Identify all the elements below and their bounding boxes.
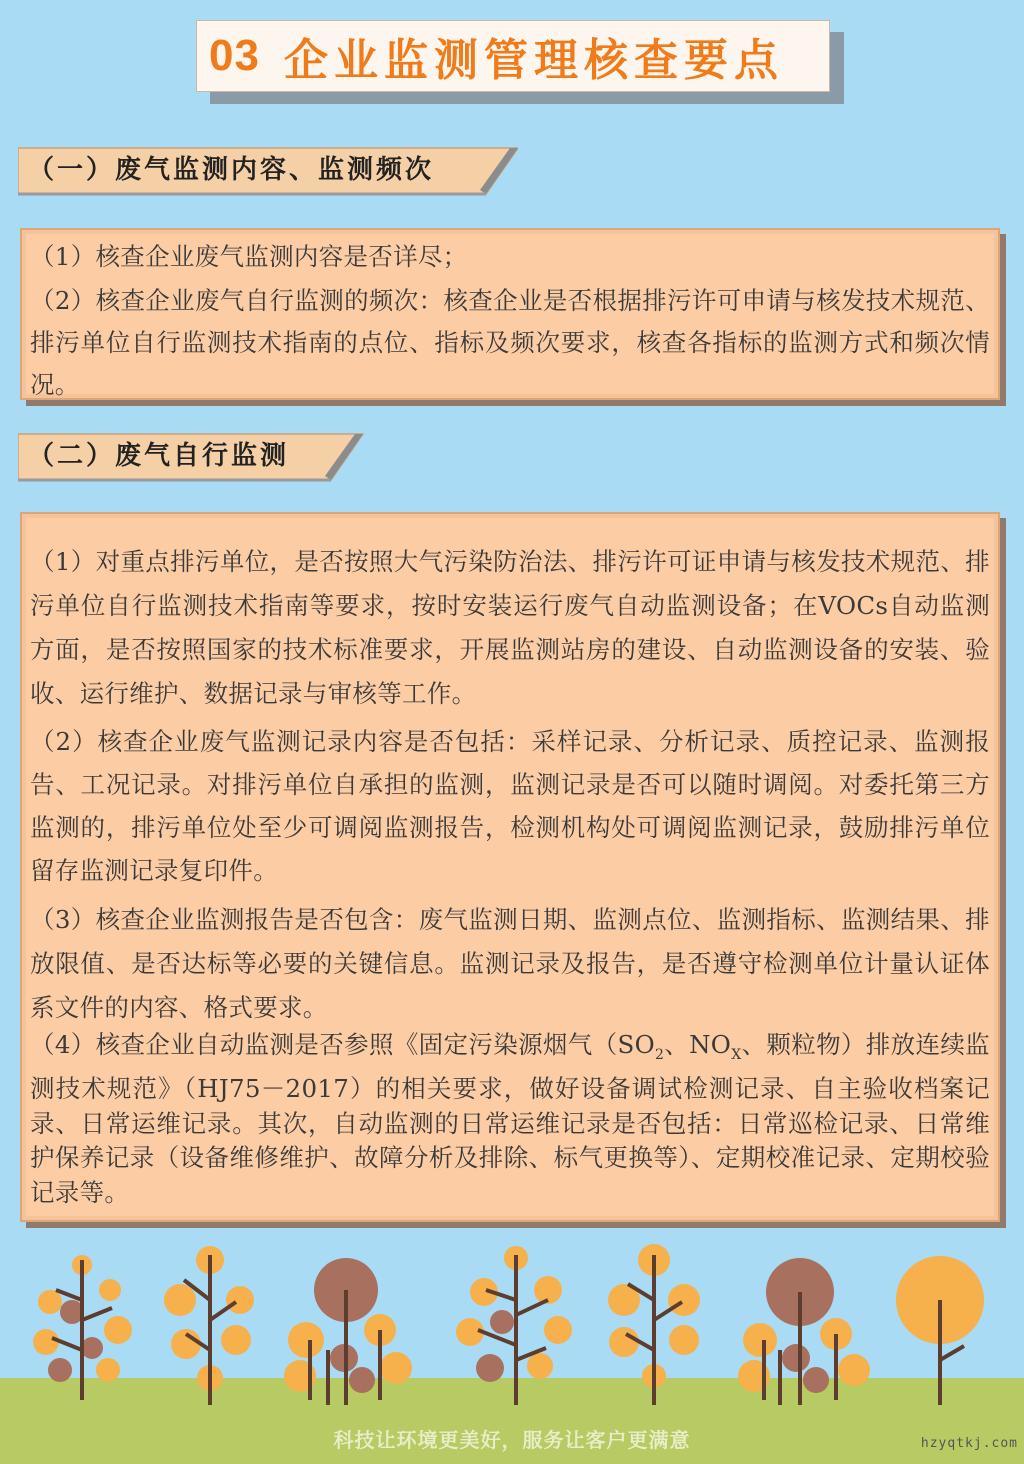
tree-2 — [164, 1246, 254, 1405]
section1-heading-label: （一）废气监测内容、监测频次 — [28, 155, 435, 185]
tree-6 — [738, 1258, 870, 1405]
section2-paragraph-1: （1）对重点排污单位，是否按照大气污染防治法、排污许可证申请与核发技术规范、排污单位自行监测技术指南等要求，按时安装运行废气自动监测设备；在VOCs自动监测方面，是否按照国家的技术标准要求，开展监测站房的建设、自动监测设备的安装、验收、运行维护、数据记录与审核等工作。 — [30, 547, 990, 708]
section1-paragraph-2: （2）核查企业废气自行监测的频次：核查企业是否根据排污许可申请与核发技术规范、排污单位自行监测技术指南的点位、指标及频次要求，核查各指标的监测方式和频次情况。 — [30, 286, 990, 399]
tree-illustration — [0, 1230, 1024, 1410]
section2-heading — [18, 432, 368, 480]
title-text: 企业监测管理核查要点 — [283, 35, 784, 86]
p4-text-mid: 、NO — [664, 1030, 732, 1059]
title-number: 03 — [209, 31, 260, 80]
section2-panel — [20, 512, 1000, 1222]
tree-4 — [456, 1246, 572, 1405]
p4-subscript-nox: X — [731, 1046, 742, 1063]
section2-paragraph-4 — [30, 1028, 990, 1210]
tree-7 — [896, 1256, 984, 1405]
footer-site: hzyqtkj.com — [920, 1436, 1018, 1451]
p4-text-start: （4）核查企业自动监测是否参照《固定污染源烟气（SO — [30, 1030, 655, 1059]
tree-1 — [33, 1255, 132, 1400]
tree-3 — [284, 1258, 412, 1405]
tree-5 — [608, 1244, 700, 1405]
footer-slogan: 科技让环境更美好，服务让客户更满意 — [333, 1428, 691, 1452]
section1-panel — [20, 228, 1000, 400]
page-title — [196, 20, 830, 92]
section2-paragraph-2: （2）核查企业废气监测记录内容是否包括：采样记录、分析记录、质控记录、监测报告、工况记录。对排污单位自承担的监测，监测记录是否可以随时调阅。对委托第三方监测的，排污单位处至少可调阅监测报告，检测机构处可调阅监测记录，鼓励排污单位留存监测记录复印件。 — [30, 727, 990, 885]
section1-heading — [18, 146, 518, 194]
section2-paragraph-3: （3）核查企业监测报告是否包含：废气监测日期、监测点位、监测指标、监测结果、排放限值、是否达标等必要的关键信息。监测记录及报告，是否遵守检测单位计量认证体系文件的内容、格式要求。 — [30, 905, 990, 1022]
p4-subscript-so2: 2 — [654, 1046, 665, 1063]
section2-heading-label: （二）废气自行监测 — [28, 441, 290, 471]
p4-text-end: 、颗粒物）排放连续监测技术规范》（HJ75－2017）的相关要求，做好设备调试检测记录、自主验收档案记录、日常运维记录。其次，自动监测的日常运维记录是否包括：日常巡检记录、日常维护保养记录（设备维修维护、故障分析及排除、标气更换等）、定期校准记录、定期校验记录等。 — [30, 1030, 990, 1207]
section1-paragraph-1: （1）核查企业废气监测内容是否详尽； — [30, 242, 468, 271]
